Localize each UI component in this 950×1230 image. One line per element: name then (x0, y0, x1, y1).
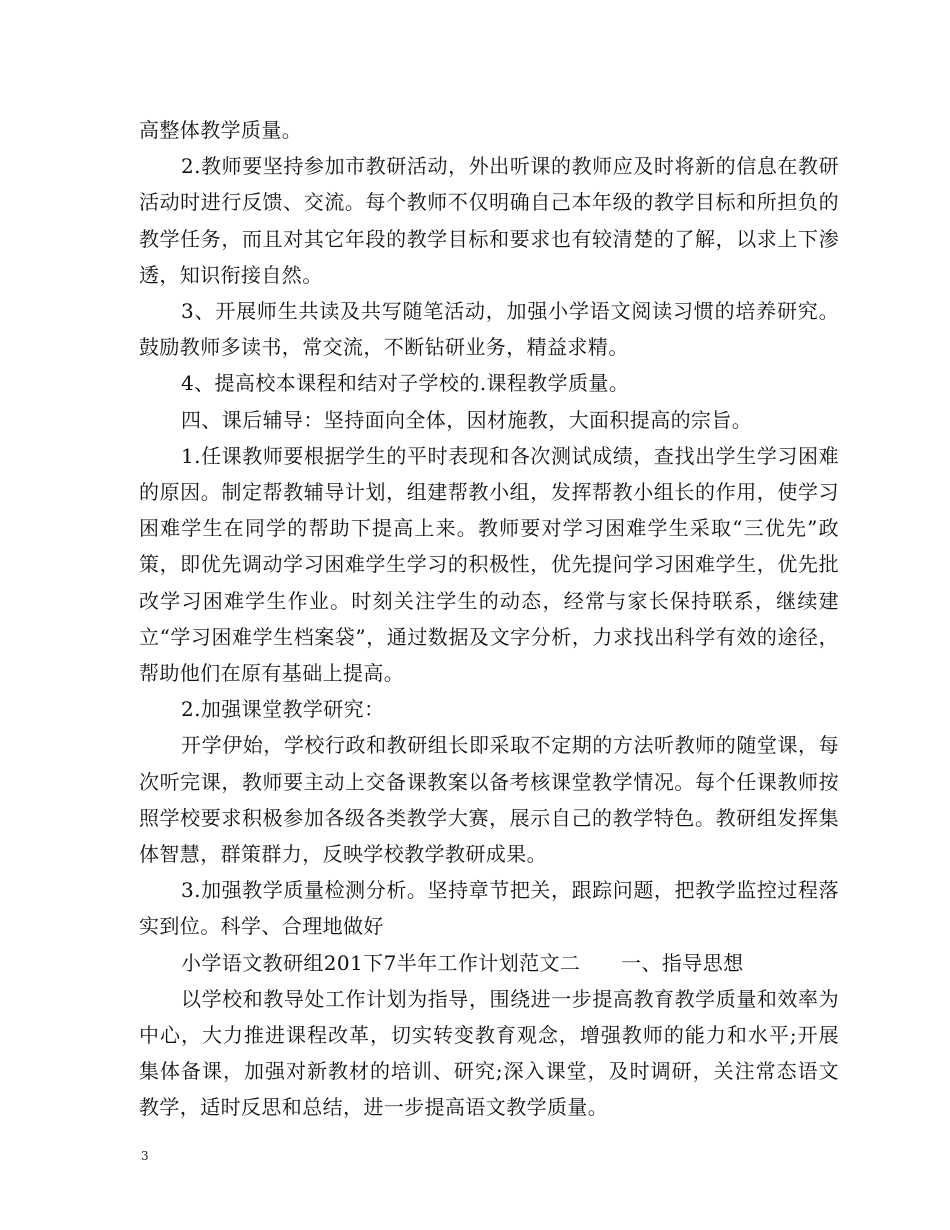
page-number: 3 (141, 1149, 149, 1163)
paragraph: 以学校和教导处工作计划为指导，围绕进一步提高教育教学质量和效率为中心，大力推进课程改革，切实转变教育观念，增强教师的能力和水平;开展集体备课，加强对新教材的培训、研究;深入课堂，及时调研，关注常态语文教学，适时反思和总结，进一步提高语文教学质量。 (139, 986, 839, 1120)
paragraph: 高整体教学质量。 (139, 118, 303, 142)
paragraph: 4、提高校本课程和结对子学校的.课程教学质量。 (181, 371, 630, 396)
paragraph: 小学语文教研组201下7半年工作计划范文二 一、指导思想 (181, 950, 744, 975)
paragraph: 1.任课教师要根据学生的平时表现和各次测试成绩，查找出学生学习困难的原因。制定帮教辅导计划，组建帮教小组，发挥帮教小组长的作用，使学习困难学生在同学的帮助下提高上来。教师要对学习困难学生采取“三优先”政策，即优先调动学习困难学生学习的积极性，优先提问学习困难学生，优先批改学习困难学生作业。时刻关注学生的动态，经常与家长保持联系，继续建立“学习困难学生档案袋”，通过数据及文字分析，力求找出科学有效的途径，帮助他们在原有基础上提高。 (139, 443, 839, 686)
section-heading: 四、课后辅导：坚持面向全体，因材施教，大面积提高的宗旨。 (181, 407, 753, 432)
paragraph: 3.加强教学质量检测分析。坚持章节把关，跟踪问题，把教学监控过程落实到位。科学、合理地做好 (139, 878, 839, 939)
body-text (139, 112, 839, 1126)
paragraph: 2.教师要坚持参加市教研活动，外出听课的教师应及时将新的信息在教研活动时进行反馈、交流。每个教师不仅明确自己本年级的教学目标和所担负的教学任务，而且对其它年段的教学目标和要求也有较清楚的了解，以求上下渗透，知识衔接自然。 (139, 154, 839, 287)
paragraph: 开学伊始，学校行政和教研组长即采取不定期的方法听教师的随堂课，每次听完课，教师要主动上交备课教案以备考核课堂教学情况。每个任课教师按照学校要求积极参加各级各类教学大赛，展示自己的教学特色。教研组发挥集体智慧，群策群力，反映学校教学教研成果。 (139, 733, 839, 867)
paragraph: 2.加强课堂教学研究： (181, 697, 385, 722)
paragraph: 3、开展师生共读及共写随笔活动，加强小学语文阅读习惯的培养研究。鼓励教师多读书，常交流，不断钻研业务，精益求精。 (139, 299, 839, 360)
